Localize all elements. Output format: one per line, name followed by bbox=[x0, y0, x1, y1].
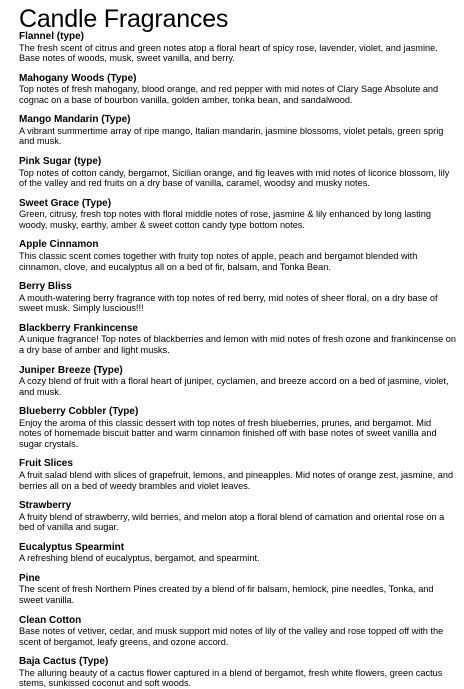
fragrance-entry bbox=[19, 459, 456, 491]
fragrance-description: Base notes of vetiver, cedar, and musk support mid notes of lily of the valley and rose topped off with the scent of bergamot, leafy greens, and ozone accord. bbox=[19, 626, 444, 647]
fragrance-description: A unique fragrance! Top notes of blackberries and lemon with mid notes of fresh ozone and frankincense on a dry base of amber and light musks. bbox=[19, 334, 457, 355]
fragrance-entry bbox=[19, 115, 456, 147]
fragrance-name: Fruit Slices bbox=[19, 458, 73, 470]
fragrance-name: Baja Cactus (Type) bbox=[19, 656, 109, 668]
fragrance-description: Top notes of cotton candy, bergamot, Sicilian orange, and fig leaves with mid notes of licorice blossom, lily of the valley and red fruits on a dry base of vanilla, caramel, woodsy and musky notes. bbox=[19, 167, 450, 189]
fragrance-description: Enjoy the aroma of this classic dessert with top notes of fresh blueberries, prunes, and bergamot. Mid notes of homemade biscuit batter and warm cinnamon finished off with base notes of sweet vanilla and sugar crystals. bbox=[19, 417, 437, 449]
fragrance-entry bbox=[19, 366, 456, 398]
fragrance-entry bbox=[19, 501, 456, 533]
fragrance-name: Berry Bliss bbox=[19, 281, 72, 293]
fragrance-name: Sweet Grace (Type) bbox=[19, 197, 112, 209]
fragrance-entry bbox=[19, 616, 456, 648]
fragrance-entry bbox=[19, 324, 456, 356]
fragrance-name: Clean Cotton bbox=[19, 614, 82, 626]
page-title: Candle Fragrances bbox=[19, 5, 229, 33]
fragrance-name: Pink Sugar (type) bbox=[19, 156, 102, 168]
fragrance-description: A mouth-watering berry fragrance with top notes of red berry, mid notes of sheer floral, on a dry base of sweet musk. Simply luscious!!! bbox=[19, 292, 438, 314]
fragrance-entry bbox=[19, 199, 456, 231]
fragrance-entry bbox=[19, 574, 456, 606]
fragrance-name: Eucalyptus Spearmint bbox=[19, 541, 125, 553]
fragrance-entry bbox=[19, 657, 456, 689]
fragrance-description: This classic scent comes together with fruity top notes of apple, peach and bergamot blended with cinnamon, clove, and eucalyptus all on a bed of fir, balsam, and Tonka Bean. bbox=[19, 250, 418, 272]
fragrance-name: Apple Cinnamon bbox=[19, 239, 99, 251]
fragrance-entry bbox=[19, 407, 456, 449]
fragrance-description: The fresh scent of citrus and green notes atop a floral heart of spicy rose, lavender, violet, and jasmine. Base notes of woods, musk, sweet vanilla, and berry. bbox=[19, 42, 438, 64]
fragrance-entry bbox=[19, 157, 456, 189]
fragrance-description: The scent of fresh Northern Pines created by a blend of fir balsam, hemlock, pine needles, Tonka, and sweet vanilla. bbox=[19, 584, 434, 606]
fragrance-entry bbox=[19, 543, 456, 564]
fragrance-name: Blueberry Cobbler (Type) bbox=[19, 406, 139, 418]
fragrance-name: Mahogany Woods (Type) bbox=[19, 72, 137, 84]
fragrance-description: A vibrant summertime array of ripe mango, Italian mandarin, jasmine blossoms, violet petals, green sprig and musk. bbox=[19, 125, 444, 147]
fragrance-name: Juniper Breeze (Type) bbox=[19, 364, 123, 376]
fragrance-entry bbox=[19, 240, 456, 272]
fragrance-description: Top notes of fresh mahogany, blood orange, and red pepper with mid notes of Clary Sage Absolute and cognac on a base of bourbon vanilla, golden amber, tonka bean, and sandalwood. bbox=[19, 84, 439, 105]
fragrance-name: Strawberry bbox=[19, 500, 72, 512]
fragrance-description: A fruit salad blend with slices of grapefruit, lemons, and pineapples. Mid notes of orange zest, jasmine, and berries all on a bed of weedy brambles and violet leaves. bbox=[19, 469, 454, 491]
fragrance-description: Green, citrusy, fresh top notes with floral middle notes of rose, jasmine & lily enhanced by long lasting woody, musky, earthy, amber & sweet cotton candy type bottom notes. bbox=[19, 209, 431, 230]
fragrance-entry bbox=[19, 74, 456, 106]
fragrance-name: Blackberry Frankincense bbox=[19, 322, 138, 334]
fragrance-description: The alluring beauty of a cactus flower captured in a blend of bergamot, fresh white flowers, green cactus stems, sunkissed coconut and soft woods. bbox=[19, 667, 443, 689]
fragrance-description: A fruity blend of strawberry, wild berries, and melon atop a floral blend of carnation and oriental rose on a bed of vanilla and sugar. bbox=[19, 511, 445, 533]
fragrance-entry bbox=[19, 32, 456, 64]
fragrance-entry bbox=[19, 282, 456, 314]
fragrance-name: Mango Mandarin (Type) bbox=[19, 114, 131, 126]
fragrance-description: A refreshing blend of eucalyptus, bergamot, and spearmint. bbox=[19, 553, 260, 564]
fragrance-name: Pine bbox=[19, 572, 41, 584]
fragrance-description: A cozy blend of fruit with a floral heart of juniper, cyclamen, and breeze accord on a bed of jasmine, violet, and musk. bbox=[19, 376, 449, 397]
fragrance-name: Flannel (type) bbox=[19, 31, 85, 42]
